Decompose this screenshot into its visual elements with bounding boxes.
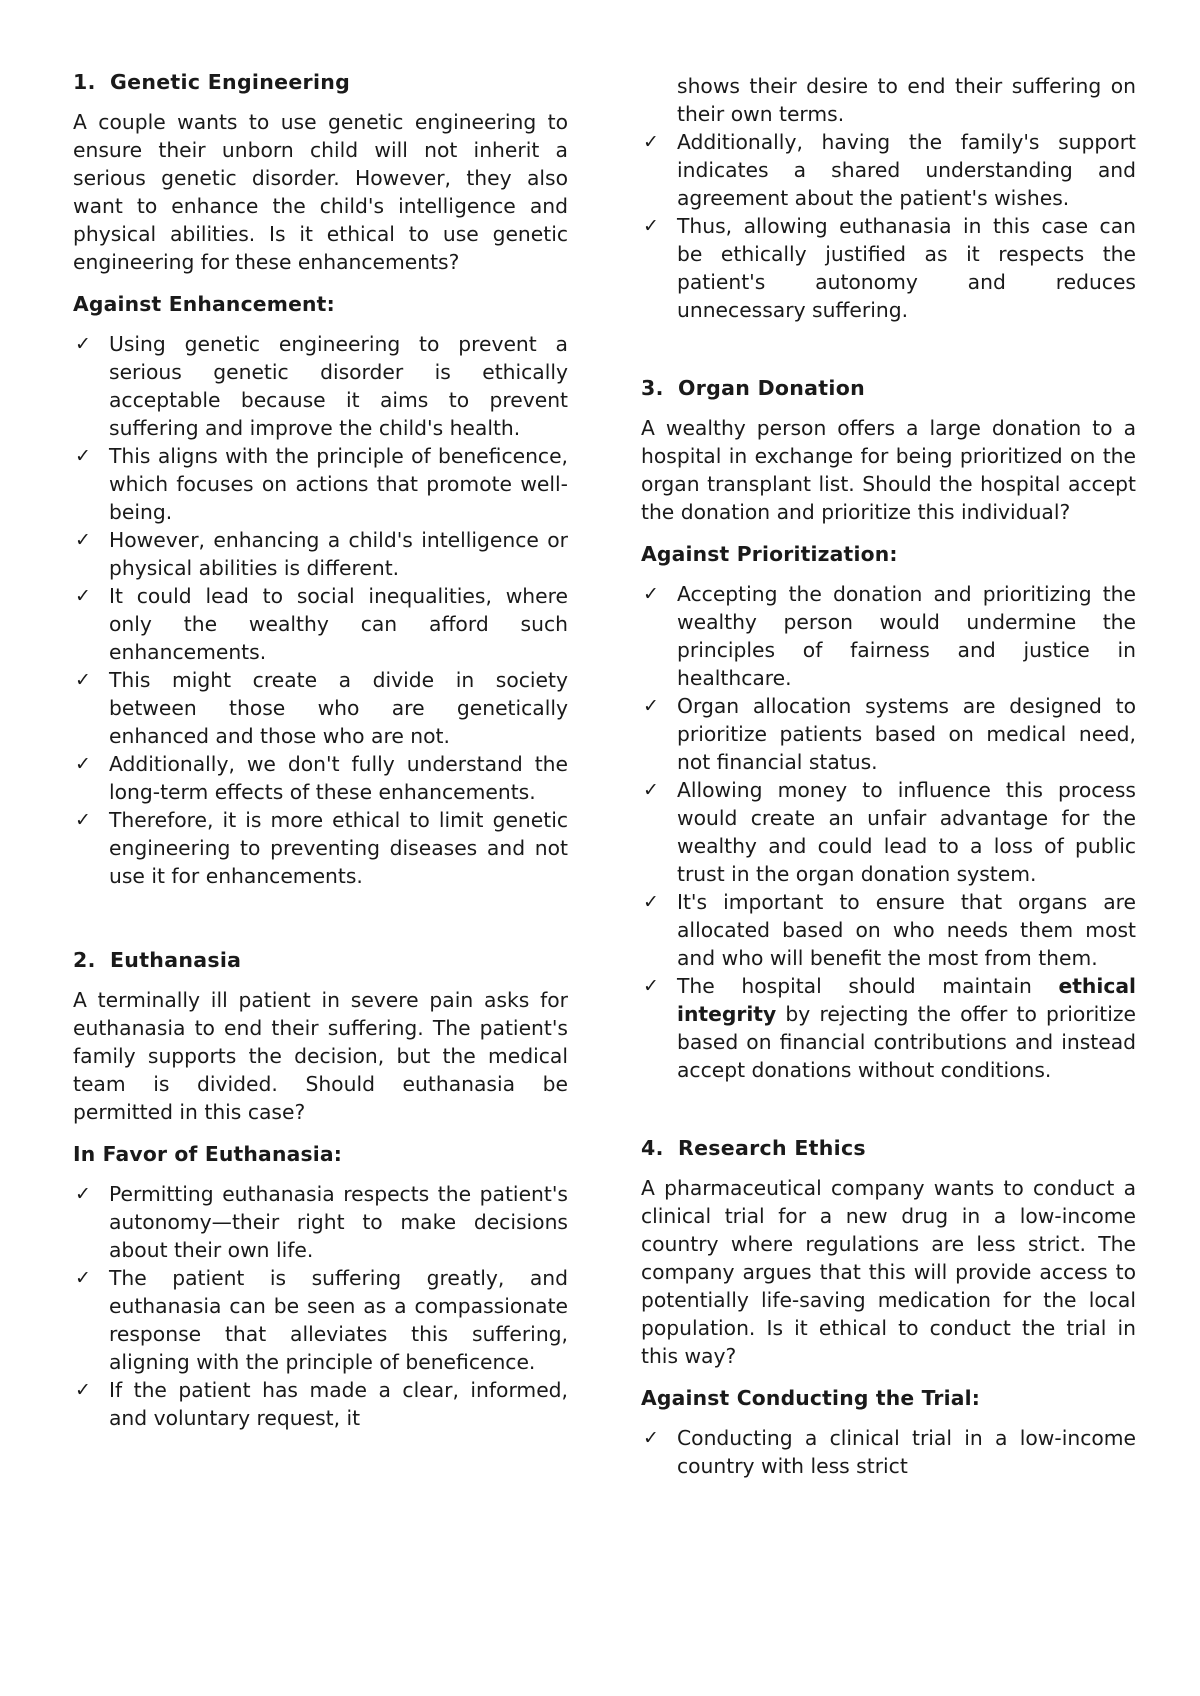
argument-text: The patient is suffering greatly, and euthanasia can be seen as a compassionate response that alleviates this suffering, aligning with the principle of beneficence. [109, 1266, 568, 1374]
left-column [73, 68, 568, 1432]
section-heading-euthanasia [73, 946, 568, 974]
argument-text: Using genetic engineering to prevent a serious genetic disorder is ethically acceptable because it aims to prevent suffering and improve the child's health. [109, 332, 568, 440]
argument-item [73, 666, 568, 750]
check-icon: ✓ [643, 975, 659, 997]
argument-text: Organ allocation systems are designed to prioritize patients based on medical need, not financial status. [677, 694, 1136, 774]
argument-item [641, 212, 1136, 324]
check-icon: ✓ [75, 809, 91, 831]
check-icon: ✓ [75, 753, 91, 775]
argument-text: If the patient has made a clear, informed, and voluntary request, it [109, 1378, 568, 1430]
argument-text: shows their desire to end their suffering on their own terms. [677, 74, 1136, 126]
argument-item-continued [641, 72, 1136, 128]
check-icon: ✓ [643, 131, 659, 153]
argument-heading: Against Enhancement: [73, 292, 335, 316]
argument-text: This might create a divide in society between those who are genetically enhanced and those who are not. [109, 668, 568, 748]
check-icon: ✓ [643, 583, 659, 605]
check-icon: ✓ [75, 1183, 91, 1205]
argument-text: Conducting a clinical trial in a low-income country with less strict [677, 1426, 1136, 1478]
argument-text: It's important to ensure that organs are allocated based on who needs them most and who will benefit the most from them. [677, 890, 1136, 970]
section-title: Genetic Engineering [110, 70, 351, 94]
argument-text: However, enhancing a child's intelligence or physical abilities is different. [109, 528, 568, 580]
check-icon: ✓ [75, 669, 91, 691]
argument-item [73, 442, 568, 526]
argument-text: Additionally, we don't fully understand the long-term effects of these enhancements. [109, 752, 568, 804]
argument-text-post: by rejecting the offer to prioritize based on financial contributions and instead accept donations without conditions. [677, 1002, 1136, 1082]
section-number: 2. [73, 948, 96, 972]
argument-text: This aligns with the principle of beneficence, which focuses on actions that promote well-being. [109, 444, 568, 524]
argument-text: It could lead to social inequalities, where only the wealthy can afford such enhancements. [109, 584, 568, 664]
right-column [641, 72, 1136, 1480]
case-prompt: A couple wants to use genetic engineering to ensure their unborn child will not inherit a serious genetic disorder. However, they also want to enhance the child's intelligence and physical abilities. Is it ethical to use genetic engineering for these enhancements? [73, 110, 568, 274]
section-heading-research-ethics [641, 1134, 1136, 1162]
spacer [641, 324, 1136, 374]
argument-list [641, 1424, 1136, 1480]
argument-text: Permitting euthanasia respects the patient's autonomy—their right to make decisions about their own life. [109, 1182, 568, 1262]
argument-item [73, 330, 568, 442]
argument-item [641, 776, 1136, 888]
spacer [73, 890, 568, 946]
argument-item [73, 1180, 568, 1264]
case-prompt: A terminally ill patient in severe pain asks for euthanasia to end their suffering. The patient's family supports the decision, but the medical team is divided. Should euthanasia be permitted in this case? [73, 988, 568, 1124]
case-prompt: A pharmaceutical company wants to conduct a clinical trial for a new drug in a low-income country where regulations are less strict. The company argues that this will provide access to potentially life-saving medication for the local population. Is it ethical to conduct the trial in this way? [641, 1176, 1136, 1368]
section-heading-organ-donation [641, 374, 1136, 402]
argument-item [641, 692, 1136, 776]
check-icon: ✓ [75, 1379, 91, 1401]
argument-item [73, 1264, 568, 1376]
emphasis-text: ethical integrity [677, 974, 1136, 1026]
section-number: 3. [641, 376, 664, 400]
check-icon: ✓ [75, 445, 91, 467]
argument-text: Accepting the donation and prioritizing the wealthy person would undermine the principles of fairness and justice in healthcare. [677, 582, 1136, 690]
argument-item [73, 1376, 568, 1432]
section-title: Euthanasia [110, 948, 242, 972]
section-title: Research Ethics [678, 1136, 866, 1160]
argument-heading: In Favor of Euthanasia: [73, 1142, 343, 1166]
check-icon: ✓ [643, 779, 659, 801]
check-icon: ✓ [643, 891, 659, 913]
check-icon: ✓ [643, 215, 659, 237]
argument-list [73, 330, 568, 890]
argument-text: Therefore, it is more ethical to limit genetic engineering to preventing diseases and not use it for enhancements. [109, 808, 568, 888]
check-icon: ✓ [643, 695, 659, 717]
argument-text: Additionally, having the family's support indicates a shared understanding and agreement about the patient's wishes. [677, 130, 1136, 210]
check-icon: ✓ [643, 1427, 659, 1449]
section-number: 1. [73, 70, 96, 94]
section-heading-genetic-engineering [73, 68, 568, 96]
argument-item [641, 580, 1136, 692]
argument-item [641, 128, 1136, 212]
argument-item [73, 582, 568, 666]
argument-list [641, 580, 1136, 1084]
argument-list [73, 1180, 568, 1432]
argument-item [73, 806, 568, 890]
argument-heading: Against Prioritization: [641, 542, 898, 566]
check-icon: ✓ [75, 585, 91, 607]
argument-item [641, 888, 1136, 972]
argument-item [73, 526, 568, 582]
section-number: 4. [641, 1136, 664, 1160]
argument-item [641, 1424, 1136, 1480]
argument-text: Allowing money to influence this process would create an unfair advantage for the wealthy and could lead to a loss of public trust in the organ donation system. [677, 778, 1136, 886]
spacer [641, 1084, 1136, 1134]
argument-heading: Against Conducting the Trial: [641, 1386, 981, 1410]
check-icon: ✓ [75, 333, 91, 355]
argument-text-pre: The hospital should maintain [677, 974, 1059, 998]
argument-item [641, 972, 1136, 1084]
case-prompt: A wealthy person offers a large donation to a hospital in exchange for being prioritized on the organ transplant list. Should the hospital accept the donation and prioritize this individual? [641, 416, 1136, 524]
argument-text: Thus, allowing euthanasia in this case can be ethically justified as it respects the patient's autonomy and reduces unnecessary suffering. [677, 214, 1136, 322]
check-icon: ✓ [75, 529, 91, 551]
section-title: Organ Donation [678, 376, 866, 400]
argument-list-continued [641, 72, 1136, 324]
argument-item [73, 750, 568, 806]
check-icon: ✓ [75, 1267, 91, 1289]
